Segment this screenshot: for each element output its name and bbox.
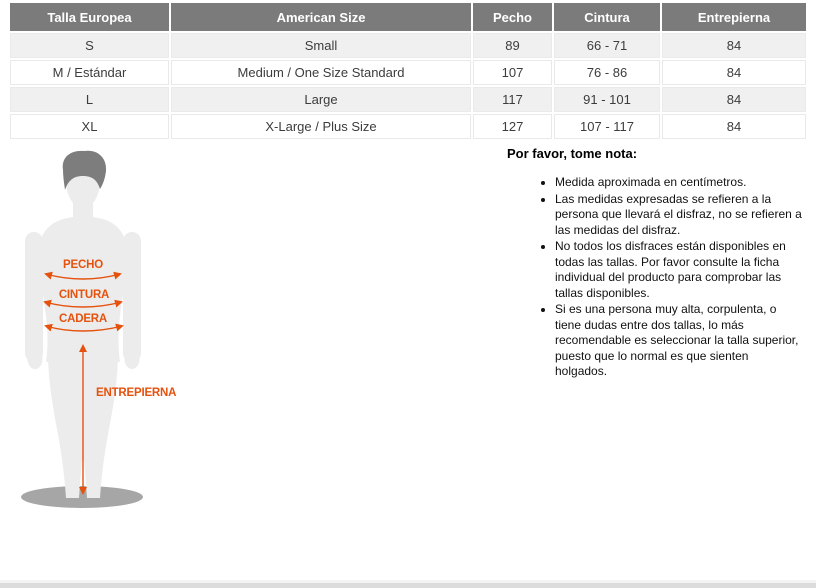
table-cell: 84 (662, 87, 806, 112)
table-cell: 84 (662, 114, 806, 139)
table-row-xl (10, 114, 806, 139)
notes-section (507, 146, 803, 381)
waist-label: CINTURA (58, 289, 110, 301)
size-table (8, 1, 808, 141)
table-cell: 66 - 71 (554, 33, 660, 58)
chest-label: PECHO (63, 259, 103, 271)
notes-heading: Por favor, tome nota: (507, 146, 638, 161)
header-cell-cintura: Cintura (554, 3, 660, 31)
measurement-figure (10, 148, 240, 520)
table-header-row (10, 3, 806, 31)
table-cell: 84 (662, 60, 806, 85)
bottom-divider (0, 580, 816, 588)
table-cell: 84 (662, 33, 806, 58)
table-cell: 107 (473, 60, 552, 85)
table-cell: 127 (473, 114, 552, 139)
size-table-section (8, 1, 808, 141)
floor-shadow (21, 486, 143, 508)
table-cell: 107 - 117 (554, 114, 660, 139)
table-row-m (10, 60, 806, 85)
table-cell: 89 (473, 33, 552, 58)
table-cell: L (10, 87, 169, 112)
note-item: • No todos los disfraces están disponibles en todas las tallas. Por favor consulte la ficha individual del producto para comprobar las tallas disponibles. (555, 239, 803, 301)
note-item: • Si es una persona muy alta, corpulenta, o tiene dudas entre dos tallas, lo más recomendable es seleccionar la talla superior, puesto que lo normal es que sienten holgados. (555, 302, 803, 380)
inseam-label: ENTREPIERNA (96, 387, 177, 399)
note-item: • Las medidas expresadas se refieren a la persona que llevará el disfraz, no se refieren a las medidas del disfraz. (555, 192, 803, 239)
table-cell: Medium / One Size Standard (171, 60, 471, 85)
notes-list (507, 175, 803, 380)
table-cell: 117 (473, 87, 552, 112)
table-row-s (10, 33, 806, 58)
table-cell: M / Estándar (10, 60, 169, 85)
table-cell: 91 - 101 (554, 87, 660, 112)
header-cell-talla-europea: Talla Europea (10, 3, 169, 31)
table-cell: S (10, 33, 169, 58)
table-cell: X-Large / Plus Size (171, 114, 471, 139)
table-cell: Small (171, 33, 471, 58)
hip-label: CADERA (59, 313, 107, 325)
header-cell-american-size: American Size (171, 3, 471, 31)
header-cell-pecho: Pecho (473, 3, 552, 31)
note-item: • Medida aproximada en centímetros. (555, 175, 803, 191)
table-cell: XL (10, 114, 169, 139)
header-cell-entrepierna: Entrepierna (662, 3, 806, 31)
table-cell: Large (171, 87, 471, 112)
table-cell: 76 - 86 (554, 60, 660, 85)
table-row-l (10, 87, 806, 112)
